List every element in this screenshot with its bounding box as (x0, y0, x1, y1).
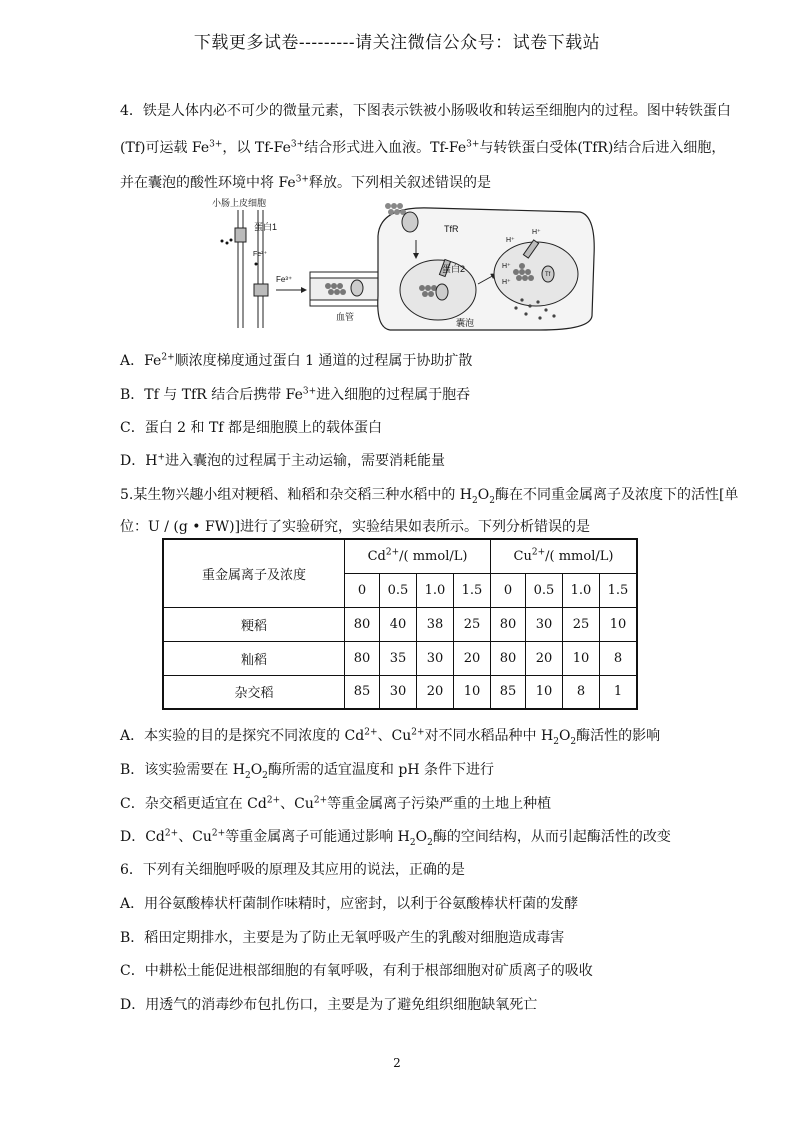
table-cell: 10 (600, 607, 638, 641)
table-cell: 30 (526, 607, 563, 641)
table-row-name: 粳稻 (163, 607, 345, 641)
table-cell: 20 (526, 641, 563, 675)
q4-stem-line2: (Tf)可运载 $Fe^{3+}$，以 $Tf-Fe^{3+}$结合形式进入血液。$Tf-Fe^{3+}$与转铁蛋白受体(TfR)结合后进入细胞， (120, 139, 726, 156)
table-concentration: 1.5 (454, 573, 491, 607)
table-row (163, 675, 637, 709)
table-row-name: 杂交稻 (163, 675, 345, 709)
table-concentration: 1.5 (600, 573, 638, 607)
svg-text:H⁺: H⁺ (506, 237, 515, 244)
table-row (163, 641, 637, 675)
table-cell: 20 (454, 641, 491, 675)
table-cell: 25 (563, 607, 600, 641)
q5-option-a: A．本实验的目的是探究不同浓度的 $Cd^{2+}$、$Cu^{2+}$对不同水稻品种中 $H_2O_2$酶活性的影响 (120, 727, 661, 747)
table-concentration: 0.5 (526, 573, 563, 607)
table-cell: 85 (345, 675, 380, 709)
q6-option-d: D．用透气的消毒纱布包扎伤口，主要是为了避免组织细胞缺氧死亡 (120, 997, 538, 1013)
svg-text:Fe³⁺: Fe³⁺ (276, 275, 293, 284)
table-row-header: 重金属离子及浓度 (163, 539, 345, 607)
table-row (163, 607, 637, 641)
figure-label-protein2: 蛋白2 (442, 264, 466, 274)
svg-text:H⁺: H⁺ (502, 263, 511, 270)
q4-stem-line3: 并在囊泡的酸性环境中将 $Fe^{3+}$释放。下列相关叙述错误的是 (120, 174, 491, 191)
table-cell: 10 (563, 641, 600, 675)
svg-text:H⁺: H⁺ (502, 279, 511, 286)
q4-option-a: A．$Fe^{2+}$顺浓度梯度通过蛋白 1 通道的过程属于协助扩散 (120, 352, 473, 369)
table-concentration: 1.0 (417, 573, 454, 607)
table-row-name: 籼稻 (163, 641, 345, 675)
page-number: 2 (393, 1056, 401, 1070)
table-cell: 8 (563, 675, 600, 709)
q5-stem-line2: 位：U / (g • FW)]进行了实验研究，实验结果如表所示。下列分析错误的是 (120, 519, 591, 535)
svg-text:H⁺: H⁺ (532, 229, 541, 236)
enzyme-activity-table (162, 538, 638, 710)
table-cu-header: $Cu^{2+}/$( mmol/L) (491, 539, 638, 573)
table-cell: 1 (600, 675, 638, 709)
figure-label-protein1: 蛋白1 (254, 222, 278, 232)
q5-option-c: C．杂交稻更适宜在 $Cd^{2+}$、$Cu^{2+}$等重金属离子污染严重的土地上种植 (120, 795, 552, 812)
table-cell: 10 (454, 675, 491, 709)
figure-label-vesicle: 囊泡 (456, 318, 475, 328)
table-cell: 85 (491, 675, 526, 709)
table-cell: 20 (417, 675, 454, 709)
table-cell: 38 (417, 607, 454, 641)
table-concentration: 1.0 (563, 573, 600, 607)
protein1-channel (235, 228, 246, 242)
table-cell: 30 (417, 641, 454, 675)
table-cell: 80 (491, 641, 526, 675)
table-concentration: 0 (491, 573, 526, 607)
table-cell: 80 (491, 607, 526, 641)
q6-option-c: C．中耕松土能促进根部细胞的有氧呼吸，有利于根部细胞对矿质离子的吸收 (120, 963, 593, 979)
table-cell: 25 (454, 607, 491, 641)
table-cell: 35 (380, 641, 417, 675)
table-cell: 30 (380, 675, 417, 709)
q4-option-d: D．H+进入囊泡的过程属于主动运输，需要消耗能量 (120, 452, 445, 469)
q4-stem-line1: 4．铁是人体内必不可少的微量元素，下图表示铁被小肠吸收和转运至细胞内的过程。图中转铁蛋白 (120, 103, 731, 119)
q6-option-b: B．稻田定期排水，主要是为了防止无氧呼吸产生的乳酸对细胞造成毒害 (120, 930, 565, 946)
svg-text:Tf: Tf (545, 272, 551, 278)
svg-text:Fe²⁺: Fe²⁺ (253, 251, 268, 258)
figure-label-intestine: 小肠上皮细胞 (212, 198, 267, 208)
table-cell: 10 (526, 675, 563, 709)
table-cell: 80 (345, 641, 380, 675)
table-concentration: 0.5 (380, 573, 417, 607)
figure-label-vessel: 血管 (336, 312, 355, 322)
vesicle-right (494, 242, 578, 306)
table-cell: 40 (380, 607, 417, 641)
q5-option-d: D．$Cd^{2+}$、$Cu^{2+}$等重金属离子可能通过影响 $H_2O_2$酶的空间结构，从而引起酶活性的改变 (120, 828, 671, 848)
q6-stem: 6．下列有关细胞呼吸的原理及其应用的说法，正确的是 (120, 862, 465, 878)
q5-option-b: B．该实验需要在 $H_2O_2$酶所需的适宜温度和 pH 条件下进行 (120, 762, 494, 781)
figure-label-tfr: TfR (444, 224, 459, 234)
table-cell: 8 (600, 641, 638, 675)
q6-option-a: A．用谷氨酸棒状杆菌制作味精时，应密封，以利于谷氨酸棒状杆菌的发酵 (120, 896, 579, 912)
iron-transport-figure (210, 196, 596, 332)
q4-option-c: C．蛋白 2 和 Tf 都是细胞膜上的载体蛋白 (120, 420, 382, 436)
table-cell: 80 (345, 607, 380, 641)
table-cd-header: $Cd^{2+}/$( mmol/L) (345, 539, 491, 573)
q5-stem-line1: 5.某生物兴趣小组对粳稻、籼稻和杂交稻三种水稻中的 $H_2O_2$酶在不同重金属离子及浓度下的活性[单 (120, 487, 739, 506)
q4-option-b: B．Tf 与 TfR 结合后携带 $Fe^{3+}$进入细胞的过程属于胞吞 (120, 386, 471, 403)
page-header: 下载更多试卷---------请关注微信公众号：试卷下载站 (193, 33, 601, 53)
table-concentration: 0 (345, 573, 380, 607)
